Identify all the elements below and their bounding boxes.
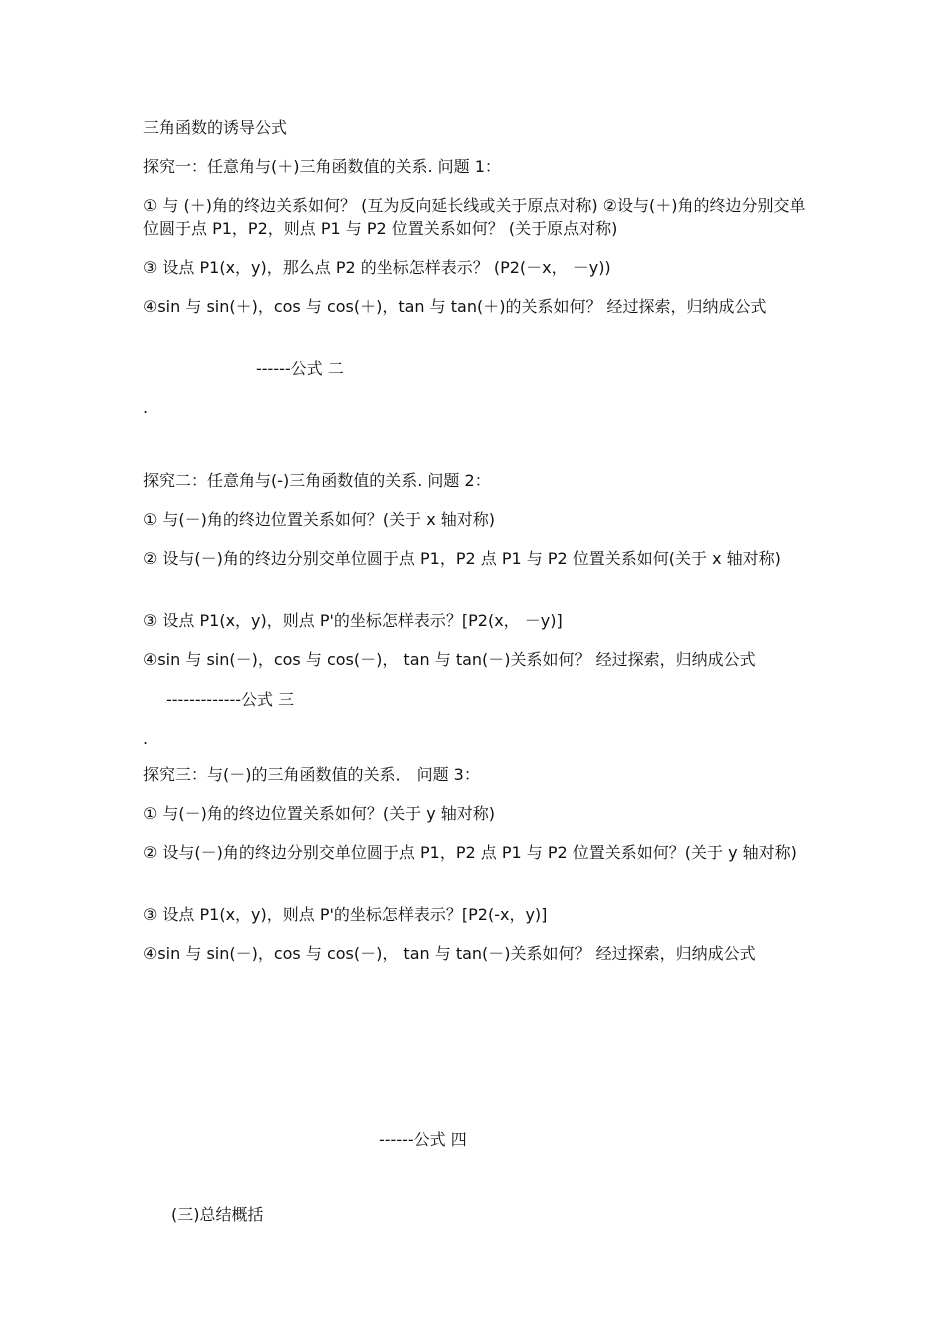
section2-question-4: ④sin 与 sin(－)，cos 与 cos(－)， tan 与 tan(－)关系如何？ 经过探索，归纳成公式 (143, 650, 756, 669)
section2-question-3: ③ 设点 P1(x，y)，则点 P'的坐标怎样表示？[P2(x， －y)] (143, 611, 563, 630)
section2-question-1: ① 与(－)角的终边位置关系如何？(关于 x 轴对称) (143, 510, 496, 529)
formula-two-label: ------公式 二 (256, 359, 344, 378)
section3-question-1: ① 与(－)角的终边位置关系如何？(关于 y 轴对称) (143, 804, 496, 823)
section3-question-3: ③ 设点 P1(x，y)，则点 P'的坐标怎样表示？[P2(-x，y)] (143, 905, 548, 924)
formula-three-label: -------------公式 三 (166, 690, 295, 709)
section2-dot: . (143, 729, 149, 748)
section1-question-3: ③ 设点 P1(x，y)，那么点 P2 的坐标怎样表示？ (P2(－x， －y)) (143, 258, 611, 277)
summary-heading: (三)总结概括 (171, 1205, 264, 1224)
section3-question-2: ② 设与(－)角的终边分别交单位圆于点 P1，P2 点 P1 与 P2 位置关系如何？(关于 y 轴对称) (143, 843, 797, 862)
section1-question-1-2: ① 与 (＋)角的终边关系如何？ (互为反向延长线或关于原点对称) ②设与(＋)角的终边分别交单位圆于点 P1，P2，则点 P1 与 P2 位置关系如何？ (关于原点对称) (143, 196, 806, 238)
document-title: 三角函数的诱导公式 (143, 118, 288, 137)
section1-dot: . (143, 398, 149, 417)
section3-heading: 探究三：与(－)的三角函数值的关系． 问题 3： (143, 765, 480, 784)
section2-heading: 探究二：任意角与(-)三角函数值的关系. 问题 2： (143, 471, 491, 490)
section1-heading: 探究一：任意角与(＋)三角函数值的关系. 问题 1： (143, 157, 501, 176)
section2-question-2: ② 设与(－)角的终边分别交单位圆于点 P1，P2 点 P1 与 P2 位置关系如何(关于 x 轴对称) (143, 549, 781, 568)
formula-four-label: ------公式 四 (379, 1130, 467, 1149)
section3-question-4: ④sin 与 sin(－)，cos 与 cos(－)， tan 与 tan(－)关系如何？ 经过探索，归纳成公式 (143, 944, 756, 963)
section1-question-4: ④sin 与 sin(＋)，cos 与 cos(＋)，tan 与 tan(＋)的关系如何？ 经过探索，归纳成公式 (143, 297, 767, 316)
